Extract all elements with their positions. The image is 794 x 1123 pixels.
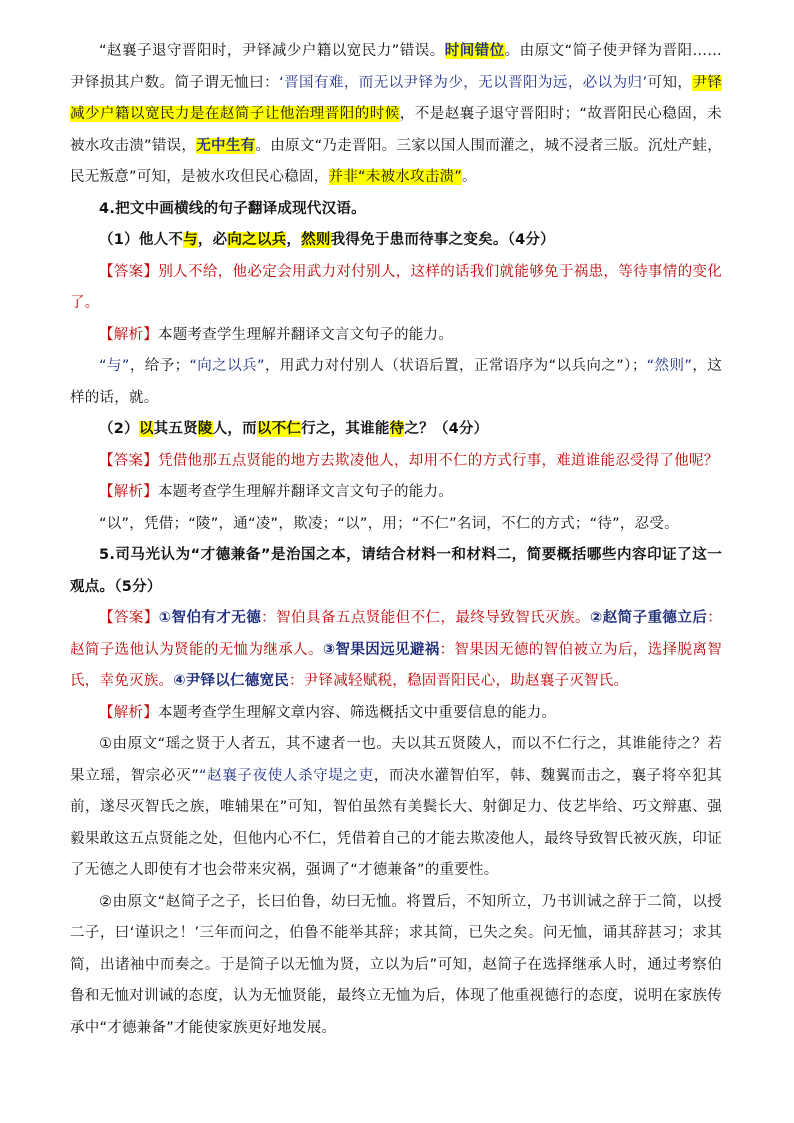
text: ，而决水灌智伯军，韩、魏翼而击之，襄子将卒犯其前，遂尽灭智氏之族，唯辅果在”可知，智伯虽然有美鬓长大、射御足力、伎艺毕给、巧文辩惠、强毅果敢这五点贤能之处，但他内心不仁，凭借着自己的才能去欺凌他人，最终导致智氏被灭族，印证了无德之人即使有才也会带来灾祸，强调了“才德兼备”的重要性。 [70, 767, 722, 878]
paragraph-option-analysis [70, 36, 722, 194]
text: （1）他人不 [99, 232, 184, 248]
question-4-sentence-1 [70, 225, 722, 257]
analysis-text: 本题考查学生理解并翻译文言文句子的能力。 [158, 484, 453, 500]
point-text: ：智果因无德的智伯被立为后，选择脱离智氏，幸免灭族。 [70, 641, 722, 689]
answer-1 [70, 257, 722, 320]
highlight-conclusion: 并非“未被水攻击溃” [328, 169, 463, 185]
text: 我得免于患而待事之变矣。（4分） [330, 232, 555, 248]
text: ，给予； [129, 358, 190, 374]
explanation-2: “以”，凭借；“陵”，通“凌”，欺凌；“以”，用；“不仁”名词，不仁的方式；“待”，忍受。 [99, 515, 679, 532]
question-4-sentence-2 [70, 414, 722, 446]
text: 。由原文“简子使尹铎为晋阳……尹铎损其户数。简子谓无恤曰： [70, 43, 722, 91]
quote-blue: “然则” [646, 358, 693, 374]
analysis-text: 本题考查学生理解并翻译文言文句子的能力。 [158, 326, 453, 343]
answer-5 [70, 603, 722, 698]
highlight-word: 然则 [301, 232, 331, 248]
highlight-time-error: 时间错位 [444, 43, 505, 59]
point-heading: ①智伯有才无德 [158, 610, 262, 626]
explanation-1 [70, 351, 722, 414]
text: ， [286, 232, 302, 248]
text: ，这样的话，就。 [70, 358, 723, 406]
text: 行之，其谁能 [301, 421, 390, 437]
answer-text: 凭借他那五点贤能的地方去欺凌他人，却用不仁的方式行事，难道谁能忍受得了他呢？ [158, 452, 719, 469]
highlight-word: 向之以兵 [227, 232, 287, 248]
point-heading: ④尹铎以仁德宽民 [173, 673, 290, 689]
document-page [70, 36, 722, 1044]
highlight-fabrication: 无中生有 [196, 137, 256, 154]
point-heading: ③智果因远见避祸 [322, 641, 440, 658]
text: ①由原文“瑶之贤于人者五，其不逮者一也。夫以其五贤陵人，而以不仁行之，其谁能待之？若果立瑶，智宗必灭” [70, 736, 722, 784]
text: 之？（4分） [404, 421, 489, 437]
quote-blue: “与” [99, 358, 130, 374]
explanation-5-2: ②由原文“赵简子之子，长曰伯鲁，幼曰无恤。将置后，不知所立，乃书训诫之辞于二简，以授二子，曰‘谨识之！’三年而问之，伯鲁不能举其辞；求其简，已失之矣。问无恤，诵其辞甚习；求其简，出诸袖中而奏之。于是简子以无恤为贤，立以为后”可知，赵简子在选择继承人时，通过考察伯鲁和无恤对训诫的态度，认为无恤贤能，最终立无恤为后，体现了他重视德行的态度，说明在家族传承中“才德兼备”才能使家族更好地发展。 [70, 893, 722, 1036]
analysis-tag: 【解析】 [99, 704, 158, 721]
analysis-text: 本题考查学生理解文章内容、筛选概括文中重要信息的能力。 [158, 704, 557, 721]
quote-blue: “向之以兵” [189, 358, 265, 374]
analysis-tag: 【解析】 [99, 484, 158, 500]
explanation-5-1 [70, 729, 722, 887]
analysis-1 [70, 320, 722, 352]
text: ，不是赵襄子退守晋阳时；“故晋阳民心稳固，未被水攻击溃”错误， [70, 106, 722, 154]
analysis-2 [70, 477, 722, 509]
analysis-tag: 【解析】 [99, 326, 158, 343]
highlight-word: 以 [138, 421, 154, 437]
highlight-word: 与 [183, 232, 198, 248]
text: （2） [99, 421, 139, 437]
point-text: ：智伯具备五点贤能但不仁，最终导致智氏灭族。 [261, 610, 590, 626]
answer-tag: 【答案】 [99, 610, 159, 626]
text: 可知， [647, 74, 693, 91]
question-5-title: 5.司马光认为“才德兼备”是治国之本，请结合材料一和材料二，简要概括哪些内容印证了这一观点。（5分） [70, 547, 722, 595]
text: 。 [462, 169, 477, 185]
quote-blue: “赵襄子夜使人杀守堤之吏 [199, 767, 374, 784]
answer-tag: 【答案】 [99, 452, 158, 469]
highlight-word: 陵 [197, 421, 213, 437]
point-text: ：尹铎减轻赋税，稳固晋阳民心，助赵襄子灭智氏。 [289, 673, 629, 689]
text: “赵襄子退守晋阳时，尹铎减少户籍以宽民力”错误。 [99, 43, 445, 59]
text: 。由原文“乃走晋阳。三家以国人围而灌之，城不浸者三版。沉灶产蛙，民无叛意”可知，是被水攻但民心稳固， [70, 137, 722, 185]
text: ，必 [197, 232, 228, 248]
text: ，用武力对付别人（状语后置，正常语序为“以兵向之”）； [264, 358, 647, 374]
answer-2 [70, 446, 722, 478]
point-text: ：赵简子选他认为贤能的无恤为继承人。 [70, 610, 723, 658]
highlight-word: 以不仁 [256, 421, 302, 437]
answer-text: 别人不给，他必定会用武力对付别人，这样的话我们就能够免于祸患，等待事情的变化了。 [70, 263, 722, 311]
quote-blue: ‘晋国有难，而无以尹铎为少，无以晋阳为远，必以为归’ [279, 74, 648, 91]
text: 人，而 [212, 421, 257, 437]
analysis-5 [70, 698, 722, 730]
question-4-title: 4.把文中画横线的句子翻译成现代汉语。 [99, 200, 366, 217]
answer-tag: 【答案】 [99, 263, 159, 280]
text: 其五贤 [153, 421, 198, 437]
point-heading: ②赵简子重德立后 [589, 610, 708, 626]
highlight-word: 待 [389, 421, 405, 437]
highlight-reason: 尹铎减少户籍以宽民力是在赵简子让他治理晋阳的时候 [70, 74, 723, 122]
